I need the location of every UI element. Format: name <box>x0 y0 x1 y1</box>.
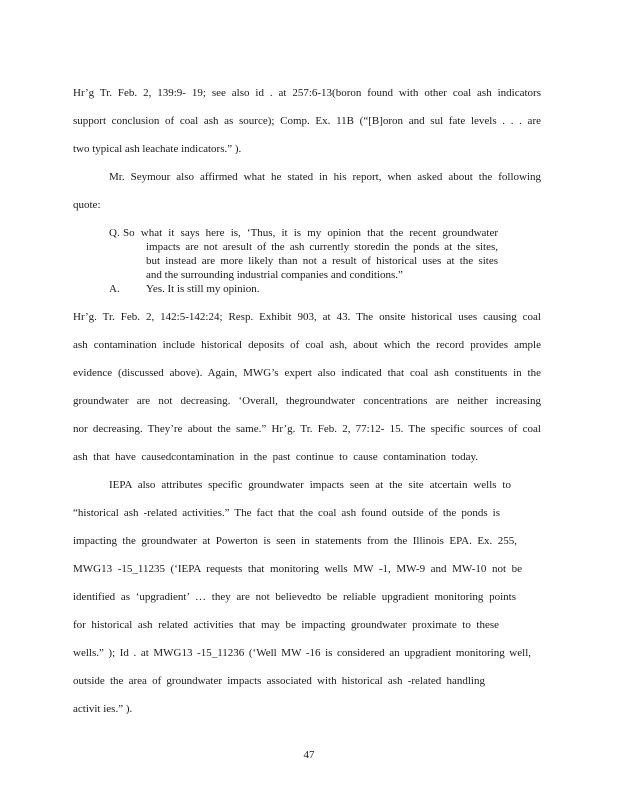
quote-q-line-4: and the surrounding industrial companies and conditions.” <box>146 269 403 281</box>
page-number: 47 <box>303 749 315 761</box>
quote-q-line-3: but instead are more likely than not a result of historical uses at the sites <box>146 255 498 267</box>
paragraph-1-line-1: Hr’g Tr. Feb. 2, 139:9- 19; see also id . at 257:6-13(boron found with other coal ash indicators <box>73 87 541 99</box>
paragraph-4-line-9: activit ies.” ). <box>73 703 133 715</box>
paragraph-4-line-8: outside the area of groundwater impacts associated with historical ash -related handling <box>73 675 485 687</box>
paragraph-4-line-2: “historical ash -related activities.” The fact that the coal ash found outside of the ponds is <box>73 507 500 519</box>
paragraph-4-line-7: wells.” ); Id . at MWG13 -15_11236 (‘Well MW -16 is considered an upgradient monitoring well, <box>73 647 531 659</box>
paragraph-4-line-1: IEPA also attributes specific groundwater impacts seen at the site atcertain wells to <box>109 479 511 491</box>
quote-q-line-1: So what it says here is, ‘Thus, it is my opinion that the recent groundwater <box>123 227 498 239</box>
paragraph-3-line-4: groundwater are not decreasing. ‘Overall, thegroundwater concentrations are neither increasing <box>73 395 541 407</box>
paragraph-3-line-6: ash that have causedcontamination in the past continue to cause contamination today. <box>73 451 478 463</box>
quote-q-line-2: impacts are not aresult of the ash currently storedin the ponds at the sites, <box>146 241 498 253</box>
paragraph-4-line-5: identified as ‘upgradient’ … they are not believedto be reliable upgradient monitoring points <box>73 591 516 603</box>
paragraph-4-line-4: MWG13 -15_11235 (‘IEPA requests that monitoring wells MW -1, MW-9 and MW-10 not be <box>73 563 522 575</box>
paragraph-3-line-2: ash contamination include historical deposits of coal ash, about which the record provides ample <box>73 339 541 351</box>
paragraph-1-line-2: support conclusion of coal ash as source); Comp. Ex. 11B (“[B]oron and sul fate levels . . . are <box>73 115 541 127</box>
paragraph-1-line-3: two typical ash leachate indicators.” ). <box>73 143 242 155</box>
quote-a-marker: A. <box>109 283 120 295</box>
paragraph-3-line-1: Hr’g. Tr. Feb. 2, 142:5-142:24; Resp. Exhibit 903, at 43. The onsite historical uses causing coal <box>73 311 541 323</box>
paragraph-3-line-3: evidence (discussed above). Again, MWG’s expert also indicated that coal ash constituents in the <box>73 367 541 379</box>
quote-a-line: Yes. It is still my opinion. <box>146 283 260 295</box>
paragraph-3-line-5: nor decreasing. They’re about the same.” Hr’g. Tr. Feb. 2, 77:12- 15. The specific sources of coal <box>73 423 541 435</box>
quote-q-marker: Q. <box>109 227 120 239</box>
paragraph-2-line-2: quote: <box>73 199 101 211</box>
paragraph-4-line-6: for historical ash related activities that may be impacting groundwater proximate to these <box>73 619 499 631</box>
paragraph-2-line-1: Mr. Seymour also affirmed what he stated in his report, when asked about the following <box>109 171 541 183</box>
paragraph-4-line-3: impacting the groundwater at Powerton is seen in statements from the Illinois EPA. Ex. 255, <box>73 535 517 547</box>
